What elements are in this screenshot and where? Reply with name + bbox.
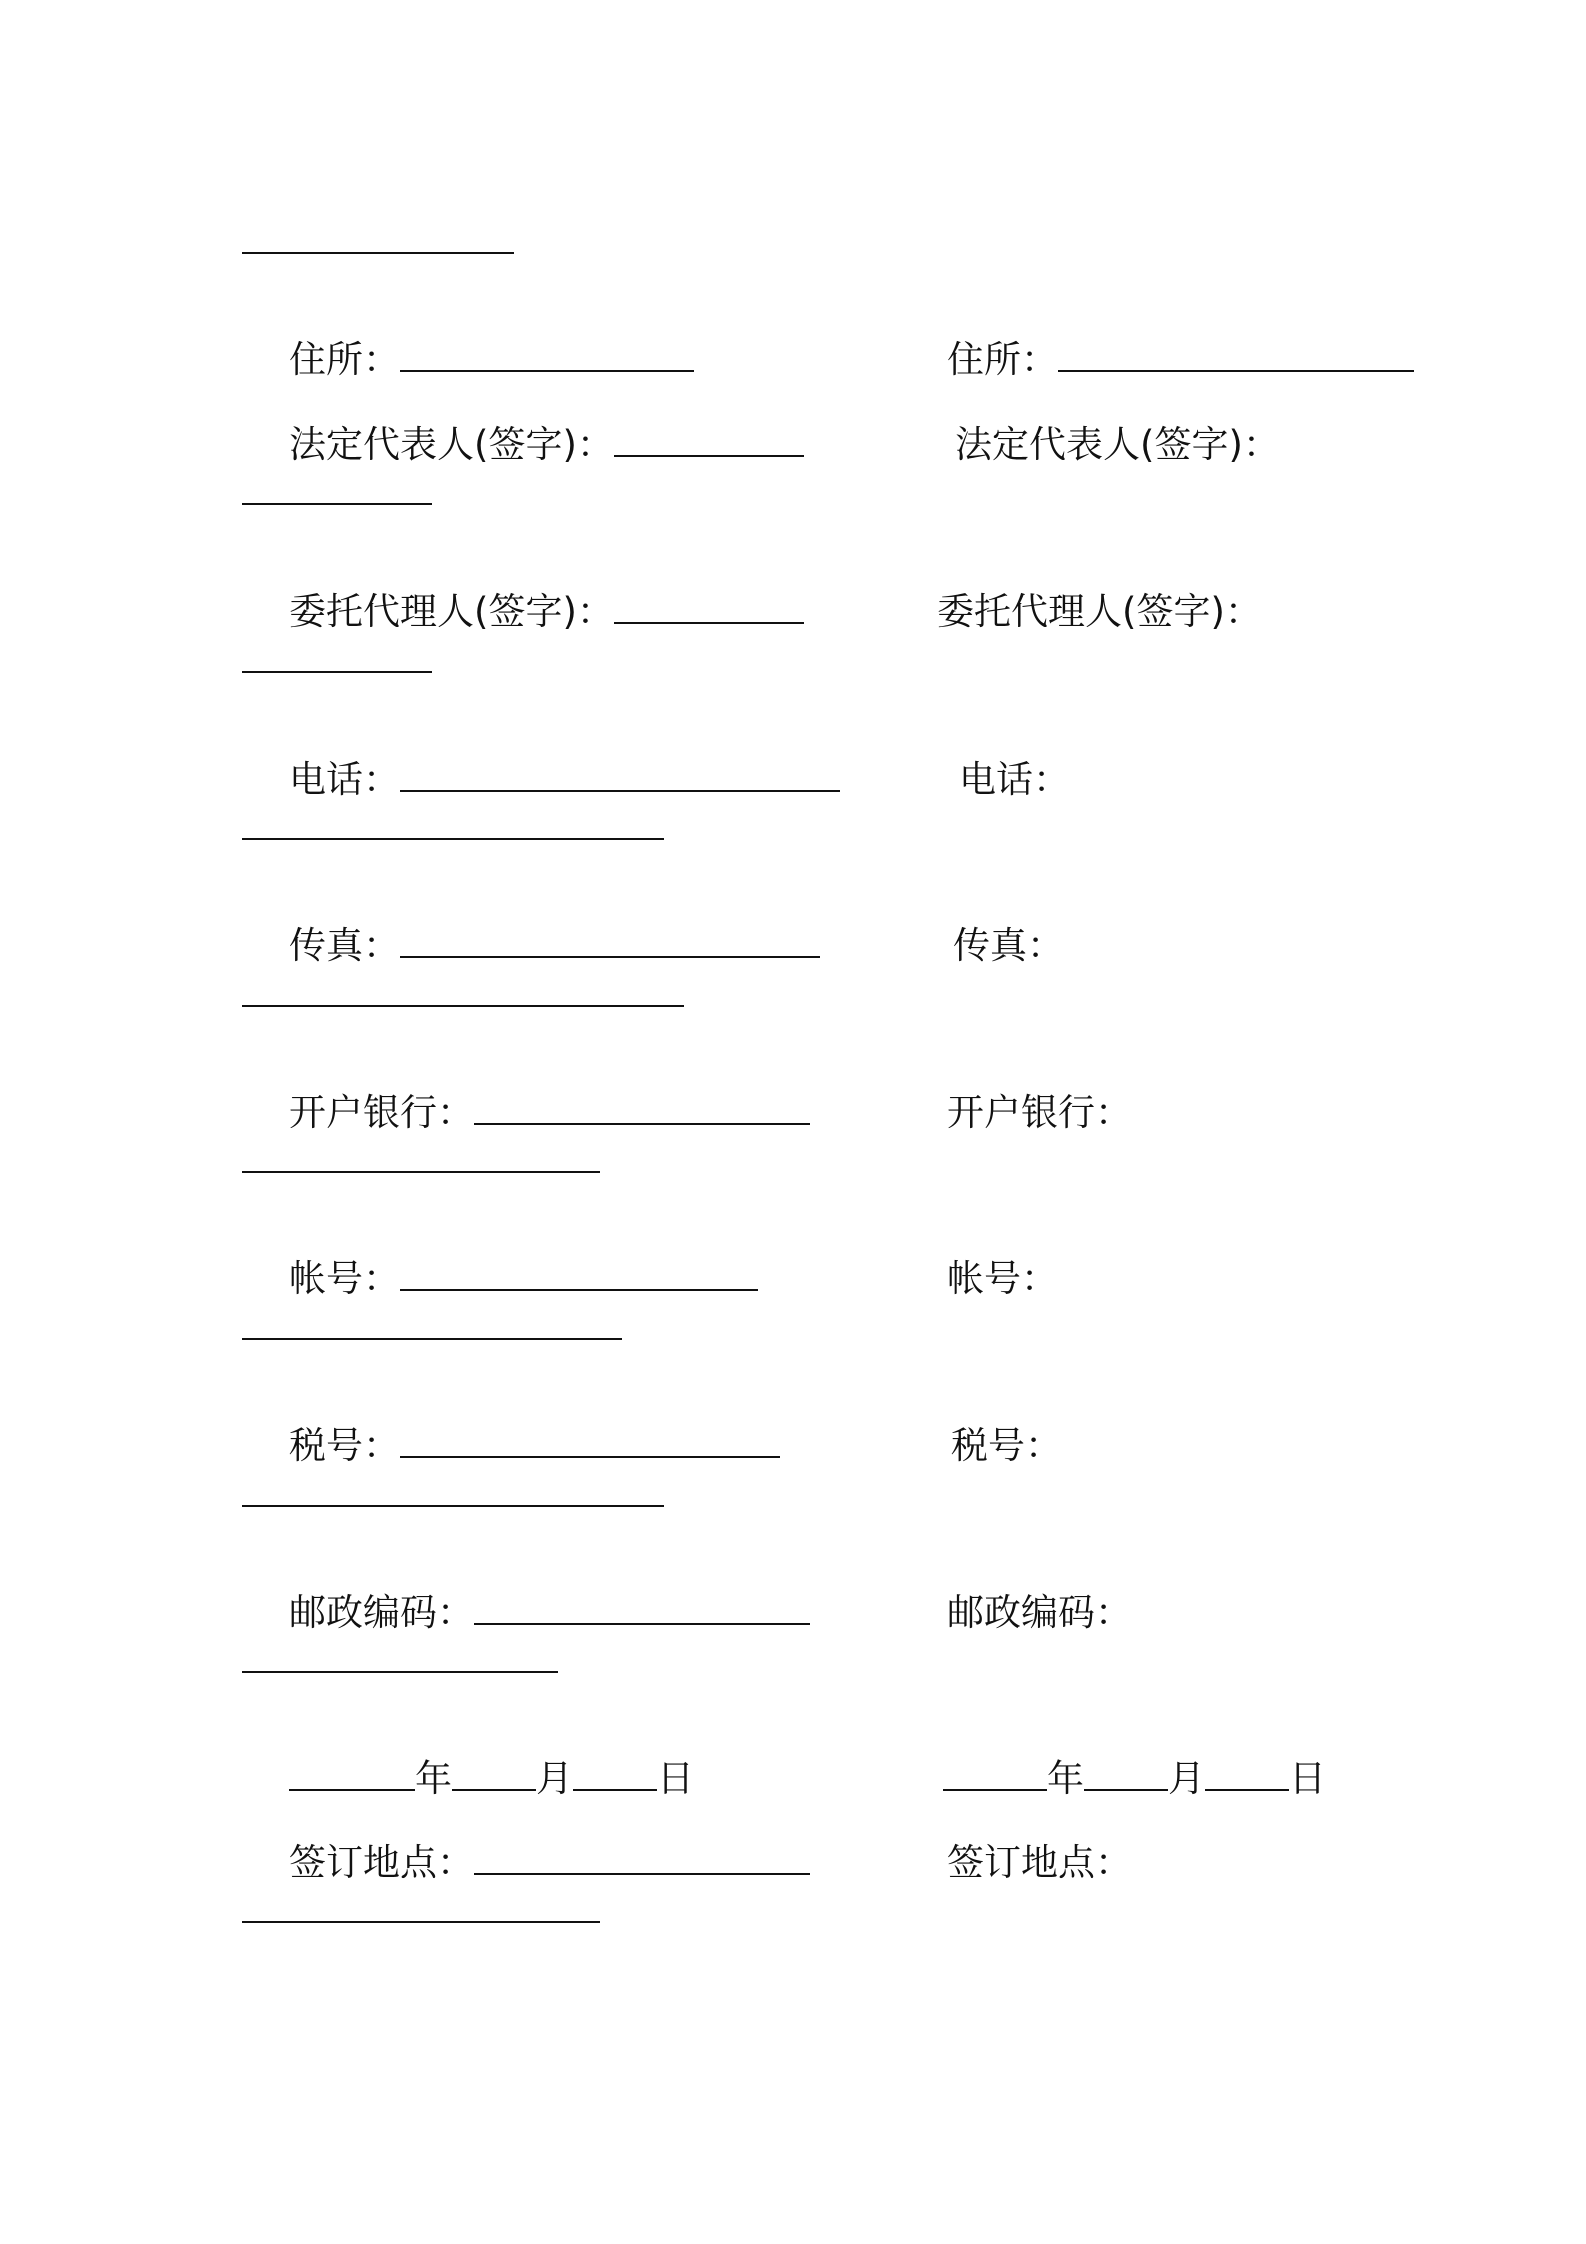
account-continuation-field[interactable] [242, 1338, 622, 1340]
bank-label: 开户银行： [289, 1091, 475, 1134]
bank-field[interactable] [474, 1093, 810, 1125]
left-legal-rep-row [242, 370, 804, 466]
right-address-row [900, 285, 1414, 381]
tax-field[interactable] [400, 1426, 780, 1458]
right-sign-place-row [900, 1788, 1133, 1884]
sign-place-continuation-field[interactable] [242, 1921, 600, 1923]
left-account-row [242, 1204, 758, 1300]
agent-label: 委托代理人(签字)： [937, 590, 1262, 633]
phone-label: 电话： [289, 758, 401, 801]
address-label: 住所： [289, 338, 401, 381]
phone-label: 电话： [959, 758, 1071, 801]
fax-label: 传真： [953, 924, 1065, 967]
postcode-label: 邮政编码： [947, 1591, 1133, 1634]
tax-label: 税号： [289, 1424, 401, 1467]
bank-continuation-field[interactable] [242, 1171, 600, 1173]
right-account-row [900, 1204, 1059, 1300]
tax-label: 税号： [951, 1424, 1063, 1467]
address-label: 住所： [947, 338, 1059, 381]
postcode-label: 邮政编码： [289, 1591, 475, 1634]
day-field[interactable] [1205, 1759, 1289, 1791]
left-fax-row [242, 871, 820, 967]
right-legal-rep-row [908, 370, 1280, 466]
right-postcode-row [900, 1538, 1133, 1634]
agent-continuation-field[interactable] [242, 671, 432, 673]
month-field[interactable] [1084, 1759, 1168, 1791]
postcode-field[interactable] [474, 1593, 810, 1625]
blank-line[interactable] [242, 252, 514, 254]
year-label: 年 [1047, 1757, 1085, 1800]
right-bank-row [900, 1038, 1133, 1134]
phone-continuation-field[interactable] [242, 838, 664, 840]
account-field[interactable] [400, 1259, 758, 1291]
sign-place-label: 签订地点： [947, 1841, 1133, 1884]
day-label: 日 [657, 1757, 695, 1800]
phone-field[interactable] [400, 760, 840, 792]
year-field[interactable] [289, 1759, 415, 1791]
month-field[interactable] [452, 1759, 536, 1791]
postcode-continuation-field[interactable] [242, 1671, 558, 1673]
day-label: 日 [1289, 1757, 1327, 1800]
left-address-row [242, 285, 694, 381]
agent-field[interactable] [614, 592, 804, 624]
left-agent-row [242, 537, 804, 633]
bank-label: 开户银行： [947, 1091, 1133, 1134]
account-label: 帐号： [947, 1257, 1059, 1300]
right-phone-row [912, 705, 1071, 801]
left-postcode-row [242, 1538, 810, 1634]
fax-continuation-field[interactable] [242, 1005, 684, 1007]
agent-label: 委托代理人(签字)： [289, 590, 614, 633]
right-tax-row [904, 1371, 1063, 1467]
left-date-row [242, 1704, 695, 1800]
sign-place-field[interactable] [474, 1843, 810, 1875]
fax-field[interactable] [400, 926, 820, 958]
right-agent-row [890, 537, 1262, 633]
month-label: 月 [1168, 1757, 1206, 1800]
legal-rep-field[interactable] [614, 425, 804, 457]
legal-rep-label: 法定代表人(签字)： [289, 423, 614, 466]
day-field[interactable] [573, 1759, 657, 1791]
left-sign-place-row [242, 1788, 810, 1884]
right-fax-row [906, 871, 1065, 967]
address-field[interactable] [400, 340, 694, 372]
year-label: 年 [415, 1757, 453, 1800]
legal-rep-continuation-field[interactable] [242, 503, 432, 505]
address-field[interactable] [1058, 340, 1414, 372]
left-tax-row [242, 1371, 780, 1467]
sign-place-label: 签订地点： [289, 1841, 475, 1884]
tax-continuation-field[interactable] [242, 1505, 664, 1507]
month-label: 月 [536, 1757, 574, 1800]
legal-rep-label: 法定代表人(签字)： [955, 423, 1280, 466]
right-date-row [896, 1704, 1327, 1800]
left-bank-row [242, 1038, 810, 1134]
fax-label: 传真： [289, 924, 401, 967]
left-phone-row [242, 705, 840, 801]
year-field[interactable] [943, 1759, 1047, 1791]
account-label: 帐号： [289, 1257, 401, 1300]
